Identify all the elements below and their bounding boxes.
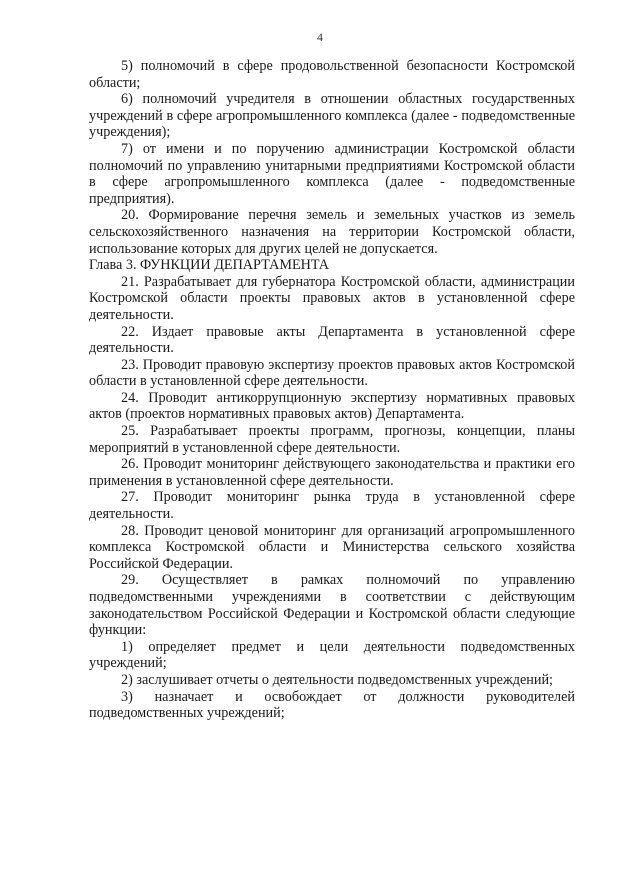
paragraph: 29. Осуществляет в рамках полномочий по управлению подведомственными учреждениями в соответствии с действующим законодательством Российской Федерации и Костромской области следующие функции: [89, 572, 575, 639]
paragraph: 26. Проводит мониторинг действующего законодательства и практики его применения в установленной сфере деятельности. [89, 456, 575, 489]
document-body [89, 58, 575, 722]
paragraph: 28. Проводит ценовой мониторинг для организаций агропромышленного комплекса Костромской области и Министерства сельского хозяйства Российской Федерации. [89, 522, 575, 572]
paragraph: 22. Издает правовые акты Департамента в установленной сфере деятельности. [89, 323, 575, 357]
paragraph: 5) полномочий в сфере продовольственной безопасности Костромской области; [89, 58, 575, 91]
paragraph: 20. Формирование перечня земель и земельных участков из земель сельскохозяйственного назначения на территории Костромской области, использование которых для других целей не допускается. [89, 207, 575, 257]
paragraph: 21. Разрабатывает для губернатора Костромской области, администрации Костромской области проекты правовых актов в установленной сфере деятельности. [89, 273, 575, 323]
paragraph: 6) полномочий учредителя в отношении областных государственных учреждений в сфере агропромышленного комплекса (далее - подведомственные учреждения); [89, 91, 575, 141]
paragraph: 24. Проводит антикоррупционную экспертизу нормативных правовых актов (проектов нормативных правовых актов) Департамента. [89, 389, 575, 423]
paragraph: 25. Разрабатывает проекты программ, прогнозы, концепции, планы мероприятий в установленной сфере деятельности. [89, 423, 575, 456]
page-number: 4 [317, 30, 323, 44]
chapter-heading: Глава 3. ФУНКЦИИ ДЕПАРТАМЕНТА [89, 257, 330, 274]
paragraph: 1) определяет предмет и цели деятельности подведомственных учреждений; [89, 638, 575, 672]
paragraph: 7) от имени и по поручению администрации Костромской области полномочий по управлению унитарными предприятиями Костромской области в сфере агропромышленного комплекса (далее - подведомственные предприятия). [89, 140, 575, 207]
paragraph: 2) заслушивает отчеты о деятельности подведомственных учреждений; [121, 671, 553, 688]
paragraph: 3) назначает и освобождает от должности руководителей подведомственных учреждений; [89, 688, 575, 722]
paragraph: 27. Проводит мониторинг рынка труда в установленной сфере деятельности. [89, 489, 575, 523]
paragraph: 23. Проводит правовую экспертизу проектов правовых актов Костромской области в установленной сфере деятельности. [89, 356, 575, 390]
